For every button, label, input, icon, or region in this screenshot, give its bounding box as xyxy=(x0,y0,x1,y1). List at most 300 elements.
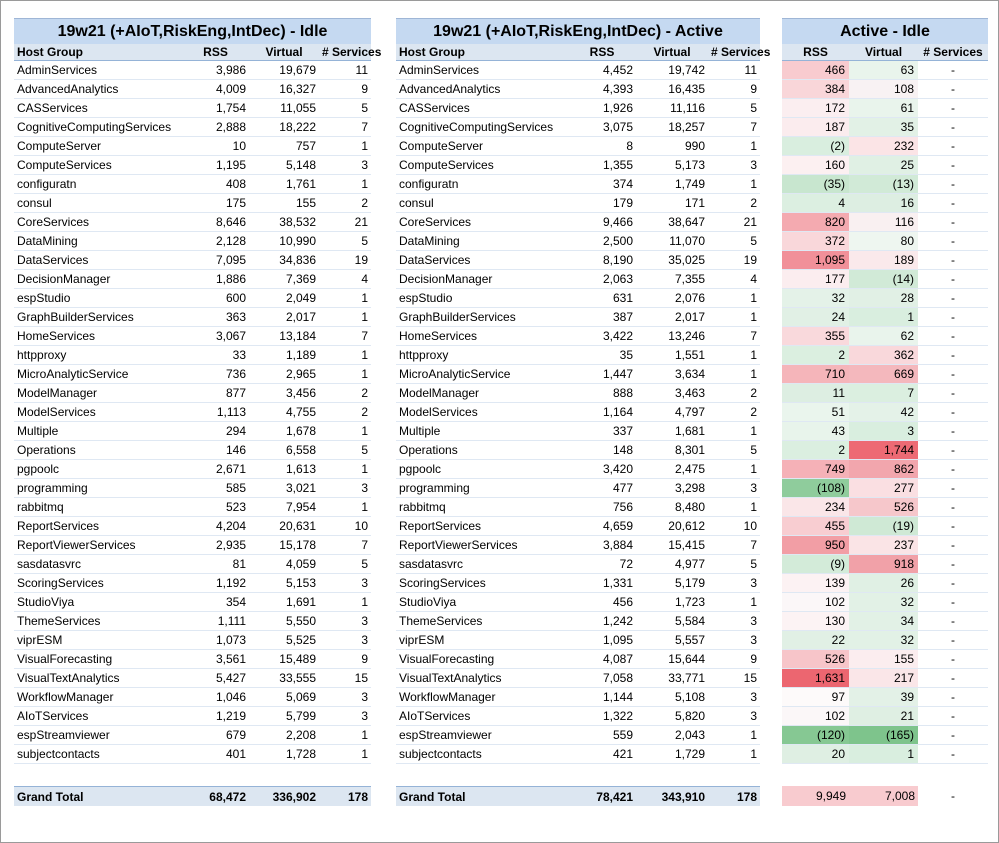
table-row xyxy=(782,688,988,707)
host-group-cell: CASServices xyxy=(17,101,88,115)
services-diff-cell: - xyxy=(951,709,955,723)
rss-diff-cell: 710 xyxy=(782,365,849,383)
services-cell: 5 xyxy=(750,101,757,115)
table-row xyxy=(396,498,760,517)
table-row xyxy=(396,745,760,764)
table-row xyxy=(782,156,988,175)
table-row xyxy=(782,137,988,156)
virtual-diff-cell: 217 xyxy=(849,669,918,687)
rss-cell: 3,561 xyxy=(215,652,246,666)
services-cell: 7 xyxy=(361,120,368,134)
table-row xyxy=(14,707,371,726)
virtual-diff-cell: (19) xyxy=(849,517,918,535)
table-row xyxy=(14,688,371,707)
services-diff-cell: - xyxy=(951,291,955,305)
rss-diff-cell: 2 xyxy=(782,441,849,459)
table-row xyxy=(14,156,371,175)
services-cell: 3 xyxy=(361,158,368,172)
active-total-virtual: 343,910 xyxy=(661,790,705,804)
table-row xyxy=(396,612,760,631)
table-row xyxy=(396,137,760,156)
rss-cell: 8,190 xyxy=(602,253,633,267)
rss-diff-cell: 97 xyxy=(782,688,849,706)
table-row xyxy=(782,707,988,726)
table-row xyxy=(14,403,371,422)
services-cell: 5 xyxy=(361,557,368,571)
services-diff-cell: - xyxy=(951,139,955,153)
host-group-cell: HomeServices xyxy=(399,329,478,343)
services-cell: 1 xyxy=(750,139,757,153)
table-row xyxy=(782,99,988,118)
host-group-cell: AdvancedAnalytics xyxy=(399,82,501,96)
idle-header-rss: RSS xyxy=(203,45,228,59)
services-cell: 5 xyxy=(361,234,368,248)
rss-cell: 8,646 xyxy=(215,215,246,229)
host-group-cell: DataServices xyxy=(399,253,471,267)
host-group-cell: ModelServices xyxy=(399,405,478,419)
virtual-diff-cell: 34 xyxy=(849,612,918,630)
table-row xyxy=(396,251,760,270)
virtual-cell: 2,043 xyxy=(674,728,705,742)
host-group-cell: programming xyxy=(399,481,470,495)
rss-diff-cell: 187 xyxy=(782,118,849,136)
virtual-cell: 11,055 xyxy=(280,101,316,115)
rss-cell: 10 xyxy=(232,139,246,153)
virtual-cell: 1,749 xyxy=(674,177,705,191)
virtual-cell: 19,742 xyxy=(668,63,705,77)
virtual-cell: 4,755 xyxy=(285,405,316,419)
rss-cell: 1,046 xyxy=(215,690,246,704)
diff-grand-total-row xyxy=(782,786,988,806)
host-group-cell: subjectcontacts xyxy=(399,747,482,761)
rss-cell: 354 xyxy=(225,595,246,609)
host-group-cell: CoreServices xyxy=(17,215,90,229)
virtual-diff-cell: 63 xyxy=(849,61,918,79)
services-diff-cell: - xyxy=(951,196,955,210)
virtual-cell: 20,612 xyxy=(668,519,705,533)
table-row xyxy=(782,346,988,365)
table-row xyxy=(396,270,760,289)
virtual-diff-cell: (13) xyxy=(849,175,918,193)
rss-cell: 1,144 xyxy=(602,690,633,704)
table-row xyxy=(396,517,760,536)
rss-diff-cell: 32 xyxy=(782,289,849,307)
services-cell: 2 xyxy=(750,405,757,419)
services-cell: 3 xyxy=(750,576,757,590)
table-row xyxy=(396,441,760,460)
virtual-cell: 5,525 xyxy=(285,633,316,647)
table-row xyxy=(782,80,988,99)
host-group-cell: AIoTServices xyxy=(399,709,471,723)
table-row xyxy=(782,479,988,498)
host-group-cell: ReportServices xyxy=(17,519,100,533)
services-diff-cell: - xyxy=(951,519,955,533)
idle-header-host: Host Group xyxy=(17,45,83,59)
rss-diff-cell: (2) xyxy=(782,137,849,155)
virtual-diff-cell: 116 xyxy=(849,213,918,231)
virtual-cell: 1,691 xyxy=(285,595,316,609)
host-group-cell: VisualForecasting xyxy=(17,652,113,666)
virtual-cell: 990 xyxy=(684,139,705,153)
rss-cell: 4,393 xyxy=(602,82,633,96)
virtual-diff-cell: 26 xyxy=(849,574,918,592)
host-group-cell: DecisionManager xyxy=(399,272,493,286)
virtual-diff-cell: 7 xyxy=(849,384,918,402)
host-group-cell: AdminServices xyxy=(17,63,98,77)
services-cell: 9 xyxy=(750,652,757,666)
virtual-cell: 1,551 xyxy=(674,348,705,362)
rss-diff-cell: 820 xyxy=(782,213,849,231)
services-cell: 15 xyxy=(354,671,368,685)
rss-diff-cell: 20 xyxy=(782,745,849,763)
rss-cell: 2,935 xyxy=(215,538,246,552)
virtual-diff-cell: 39 xyxy=(849,688,918,706)
services-diff-cell: - xyxy=(951,652,955,666)
table-row xyxy=(396,631,760,650)
host-group-cell: ComputeServer xyxy=(17,139,102,153)
services-cell: 9 xyxy=(361,82,368,96)
rss-cell: 3,884 xyxy=(602,538,633,552)
table-row xyxy=(396,213,760,232)
diff-total-rss: 9,949 xyxy=(782,786,849,806)
active-title: 19w21 (+AIoT,RiskEng,IntDec) - Active xyxy=(396,18,760,44)
host-group-cell: viprESM xyxy=(17,633,63,647)
table-row xyxy=(14,175,371,194)
virtual-cell: 7,954 xyxy=(285,500,316,514)
virtual-cell: 3,634 xyxy=(674,367,705,381)
virtual-cell: 16,327 xyxy=(279,82,316,96)
services-diff-cell: - xyxy=(951,500,955,514)
services-cell: 3 xyxy=(361,614,368,628)
table-row xyxy=(14,384,371,403)
rss-cell: 477 xyxy=(612,481,633,495)
table-row xyxy=(782,460,988,479)
host-group-cell: VisualTextAnalytics xyxy=(17,671,120,685)
virtual-cell: 38,532 xyxy=(279,215,316,229)
services-cell: 1 xyxy=(750,177,757,191)
rss-cell: 5,427 xyxy=(215,671,246,685)
host-group-cell: DecisionManager xyxy=(17,272,111,286)
virtual-cell: 3,463 xyxy=(674,386,705,400)
table-row xyxy=(782,213,988,232)
services-diff-cell: - xyxy=(951,120,955,134)
services-diff-cell: - xyxy=(951,633,955,647)
host-group-cell: pgpoolc xyxy=(17,462,60,476)
services-cell: 1 xyxy=(750,424,757,438)
services-cell: 2 xyxy=(361,405,368,419)
virtual-diff-cell: 62 xyxy=(849,327,918,345)
services-cell: 10 xyxy=(743,519,757,533)
services-diff-cell: - xyxy=(951,63,955,77)
idle-grand-total-row xyxy=(14,786,371,806)
table-row xyxy=(782,726,988,745)
virtual-cell: 1,728 xyxy=(285,747,316,761)
services-cell: 10 xyxy=(354,519,368,533)
services-cell: 3 xyxy=(361,576,368,590)
virtual-cell: 4,797 xyxy=(674,405,705,419)
rss-cell: 3,067 xyxy=(215,329,246,343)
host-group-cell: consul xyxy=(17,196,52,210)
services-diff-cell: - xyxy=(951,728,955,742)
table-row xyxy=(782,403,988,422)
services-cell: 3 xyxy=(750,158,757,172)
host-group-cell: ReportServices xyxy=(399,519,482,533)
host-group-cell: GraphBuilderServices xyxy=(17,310,134,324)
host-group-cell: ModelServices xyxy=(17,405,96,419)
virtual-cell: 1,729 xyxy=(674,747,705,761)
table-row xyxy=(14,555,371,574)
virtual-diff-cell: 918 xyxy=(849,555,918,573)
services-diff-cell: - xyxy=(951,310,955,324)
rss-diff-cell: 372 xyxy=(782,232,849,250)
services-cell: 7 xyxy=(361,329,368,343)
rss-cell: 1,242 xyxy=(602,614,633,628)
rss-diff-cell: 526 xyxy=(782,650,849,668)
services-diff-cell: - xyxy=(951,215,955,229)
virtual-diff-cell: 80 xyxy=(849,232,918,250)
active-header-row xyxy=(396,44,771,61)
virtual-cell: 4,059 xyxy=(285,557,316,571)
virtual-cell: 8,480 xyxy=(674,500,705,514)
host-group-cell: sasdatasvrc xyxy=(17,557,82,571)
virtual-cell: 155 xyxy=(295,196,316,210)
rss-diff-cell: 11 xyxy=(782,384,849,402)
virtual-cell: 1,613 xyxy=(285,462,316,476)
rss-cell: 888 xyxy=(612,386,633,400)
rss-cell: 387 xyxy=(612,310,633,324)
rss-cell: 148 xyxy=(612,443,633,457)
virtual-diff-cell: (165) xyxy=(849,726,918,744)
virtual-cell: 11,070 xyxy=(669,234,705,248)
diff-table xyxy=(782,18,988,764)
idle-title: 19w21 (+AIoT,RiskEng,IntDec) - Idle xyxy=(14,18,371,44)
rss-cell: 1,447 xyxy=(602,367,633,381)
virtual-cell: 33,771 xyxy=(668,671,705,685)
host-group-cell: StudioViya xyxy=(17,595,75,609)
services-diff-cell: - xyxy=(951,747,955,761)
rss-cell: 175 xyxy=(225,196,246,210)
idle-table xyxy=(14,18,382,764)
host-group-cell: rabbitmq xyxy=(17,500,64,514)
host-group-cell: programming xyxy=(17,481,88,495)
rss-diff-cell: 160 xyxy=(782,156,849,174)
rss-cell: 523 xyxy=(225,500,246,514)
table-row xyxy=(14,498,371,517)
services-cell: 1 xyxy=(361,348,368,362)
host-group-cell: ReportViewerServices xyxy=(17,538,136,552)
table-row xyxy=(14,137,371,156)
virtual-cell: 13,184 xyxy=(279,329,316,343)
virtual-cell: 18,257 xyxy=(668,120,705,134)
rss-diff-cell: 455 xyxy=(782,517,849,535)
table-row xyxy=(396,593,760,612)
active-grand-total-row xyxy=(396,786,760,806)
table-row xyxy=(14,61,371,80)
host-group-cell: Operations xyxy=(17,443,76,457)
services-cell: 7 xyxy=(750,329,757,343)
virtual-diff-cell: 237 xyxy=(849,536,918,554)
services-cell: 5 xyxy=(361,101,368,115)
rss-cell: 3,075 xyxy=(602,120,633,134)
table-row xyxy=(782,327,988,346)
rss-cell: 1,886 xyxy=(215,272,246,286)
virtual-cell: 2,049 xyxy=(285,291,316,305)
virtual-cell: 5,584 xyxy=(674,614,705,628)
table-row xyxy=(782,669,988,688)
services-cell: 11 xyxy=(355,63,368,77)
rss-diff-cell: 102 xyxy=(782,707,849,725)
rss-diff-cell: 950 xyxy=(782,536,849,554)
host-group-cell: subjectcontacts xyxy=(17,747,100,761)
virtual-diff-cell: 862 xyxy=(849,460,918,478)
table-row xyxy=(396,384,760,403)
rss-diff-cell: 2 xyxy=(782,346,849,364)
diff-header-virtual: Virtual xyxy=(864,45,903,59)
services-cell: 1 xyxy=(750,367,757,381)
services-diff-cell: - xyxy=(951,253,955,267)
host-group-cell: VisualForecasting xyxy=(399,652,495,666)
rss-cell: 2,063 xyxy=(602,272,633,286)
virtual-diff-cell: 277 xyxy=(849,479,918,497)
services-cell: 1 xyxy=(361,139,368,153)
services-cell: 1 xyxy=(361,424,368,438)
virtual-diff-cell: 28 xyxy=(849,289,918,307)
table-row xyxy=(14,669,371,688)
rss-cell: 401 xyxy=(225,747,246,761)
table-row xyxy=(14,422,371,441)
rss-diff-cell: 384 xyxy=(782,80,849,98)
table-row xyxy=(396,99,760,118)
services-diff-cell: - xyxy=(951,348,955,362)
rss-cell: 1,073 xyxy=(215,633,246,647)
services-cell: 9 xyxy=(750,82,757,96)
host-group-cell: ScoringServices xyxy=(399,576,486,590)
host-group-cell: ComputeServices xyxy=(17,158,112,172)
table-row xyxy=(396,156,760,175)
rss-diff-cell: 234 xyxy=(782,498,849,516)
table-row xyxy=(782,555,988,574)
services-cell: 7 xyxy=(750,538,757,552)
virtual-diff-cell: 42 xyxy=(849,403,918,421)
table-row xyxy=(14,574,371,593)
table-row xyxy=(396,726,760,745)
services-cell: 21 xyxy=(743,215,757,229)
services-cell: 21 xyxy=(354,215,368,229)
services-diff-cell: - xyxy=(951,690,955,704)
virtual-cell: 1,678 xyxy=(285,424,316,438)
services-cell: 1 xyxy=(750,595,757,609)
table-row xyxy=(396,460,760,479)
host-group-cell: httpproxy xyxy=(17,348,67,362)
rss-cell: 1,195 xyxy=(215,158,246,172)
host-group-cell: WorkflowManager xyxy=(17,690,114,704)
services-cell: 19 xyxy=(354,253,368,267)
table-row xyxy=(396,479,760,498)
host-group-cell: AdminServices xyxy=(399,63,480,77)
table-row xyxy=(14,650,371,669)
virtual-cell: 15,644 xyxy=(668,652,705,666)
table-row xyxy=(396,289,760,308)
virtual-diff-cell: 61 xyxy=(849,99,918,117)
rss-cell: 1,111 xyxy=(217,614,246,628)
services-diff-cell: - xyxy=(951,538,955,552)
table-row xyxy=(782,745,988,764)
table-row xyxy=(14,232,371,251)
services-diff-cell: - xyxy=(951,462,955,476)
idle-total-services: 178 xyxy=(347,790,368,804)
services-cell: 7 xyxy=(361,538,368,552)
rss-cell: 9,466 xyxy=(602,215,633,229)
rss-cell: 421 xyxy=(612,747,633,761)
rss-diff-cell: 1,631 xyxy=(782,669,849,687)
host-group-cell: ModelManager xyxy=(399,386,480,400)
diff-header-services: # Services xyxy=(923,45,983,59)
table-row xyxy=(14,612,371,631)
idle-header-services: # Services xyxy=(322,45,382,59)
rss-diff-cell: 177 xyxy=(782,270,849,288)
rss-cell: 4,452 xyxy=(602,63,633,77)
host-group-cell: VisualTextAnalytics xyxy=(399,671,502,685)
table-row xyxy=(782,498,988,517)
table-row xyxy=(14,593,371,612)
active-table xyxy=(396,18,771,764)
active-header-rss: RSS xyxy=(589,45,615,59)
host-group-cell: viprESM xyxy=(399,633,445,647)
table-row xyxy=(782,441,988,460)
virtual-cell: 1,723 xyxy=(674,595,705,609)
table-row xyxy=(782,517,988,536)
virtual-cell: 18,222 xyxy=(279,120,316,134)
virtual-cell: 6,558 xyxy=(285,443,316,457)
host-group-cell: ModelManager xyxy=(17,386,98,400)
table-row xyxy=(782,650,988,669)
services-cell: 3 xyxy=(361,481,368,495)
services-cell: 7 xyxy=(750,120,757,134)
table-row xyxy=(396,403,760,422)
services-diff-cell: - xyxy=(951,234,955,248)
host-group-cell: DataMining xyxy=(17,234,78,248)
table-row xyxy=(782,251,988,270)
host-group-cell: configuratn xyxy=(399,177,459,191)
virtual-cell: 15,415 xyxy=(668,538,705,552)
diff-title: Active - Idle xyxy=(782,18,988,44)
services-cell: 1 xyxy=(361,367,368,381)
services-cell: 1 xyxy=(750,728,757,742)
rss-diff-cell: 130 xyxy=(782,612,849,630)
host-group-cell: AIoTServices xyxy=(17,709,89,723)
services-diff-cell: - xyxy=(951,443,955,457)
services-cell: 9 xyxy=(361,652,368,666)
virtual-cell: 2,017 xyxy=(674,310,705,324)
rss-cell: 1,164 xyxy=(602,405,633,419)
host-group-cell: configuratn xyxy=(17,177,77,191)
host-group-cell: ThemeServices xyxy=(399,614,483,628)
active-total-services: 178 xyxy=(736,790,757,804)
table-row xyxy=(14,631,371,650)
active-header-virtual: Virtual xyxy=(653,45,691,59)
rss-cell: 3,986 xyxy=(215,63,246,77)
services-cell: 19 xyxy=(743,253,757,267)
services-cell: 3 xyxy=(361,709,368,723)
virtual-cell: 2,965 xyxy=(285,367,316,381)
services-diff-cell: - xyxy=(951,424,955,438)
rss-cell: 35 xyxy=(619,348,633,362)
table-row xyxy=(14,517,371,536)
services-cell: 1 xyxy=(750,500,757,514)
host-group-cell: ThemeServices xyxy=(17,614,101,628)
virtual-cell: 19,679 xyxy=(279,63,316,77)
virtual-cell: 5,108 xyxy=(674,690,705,704)
